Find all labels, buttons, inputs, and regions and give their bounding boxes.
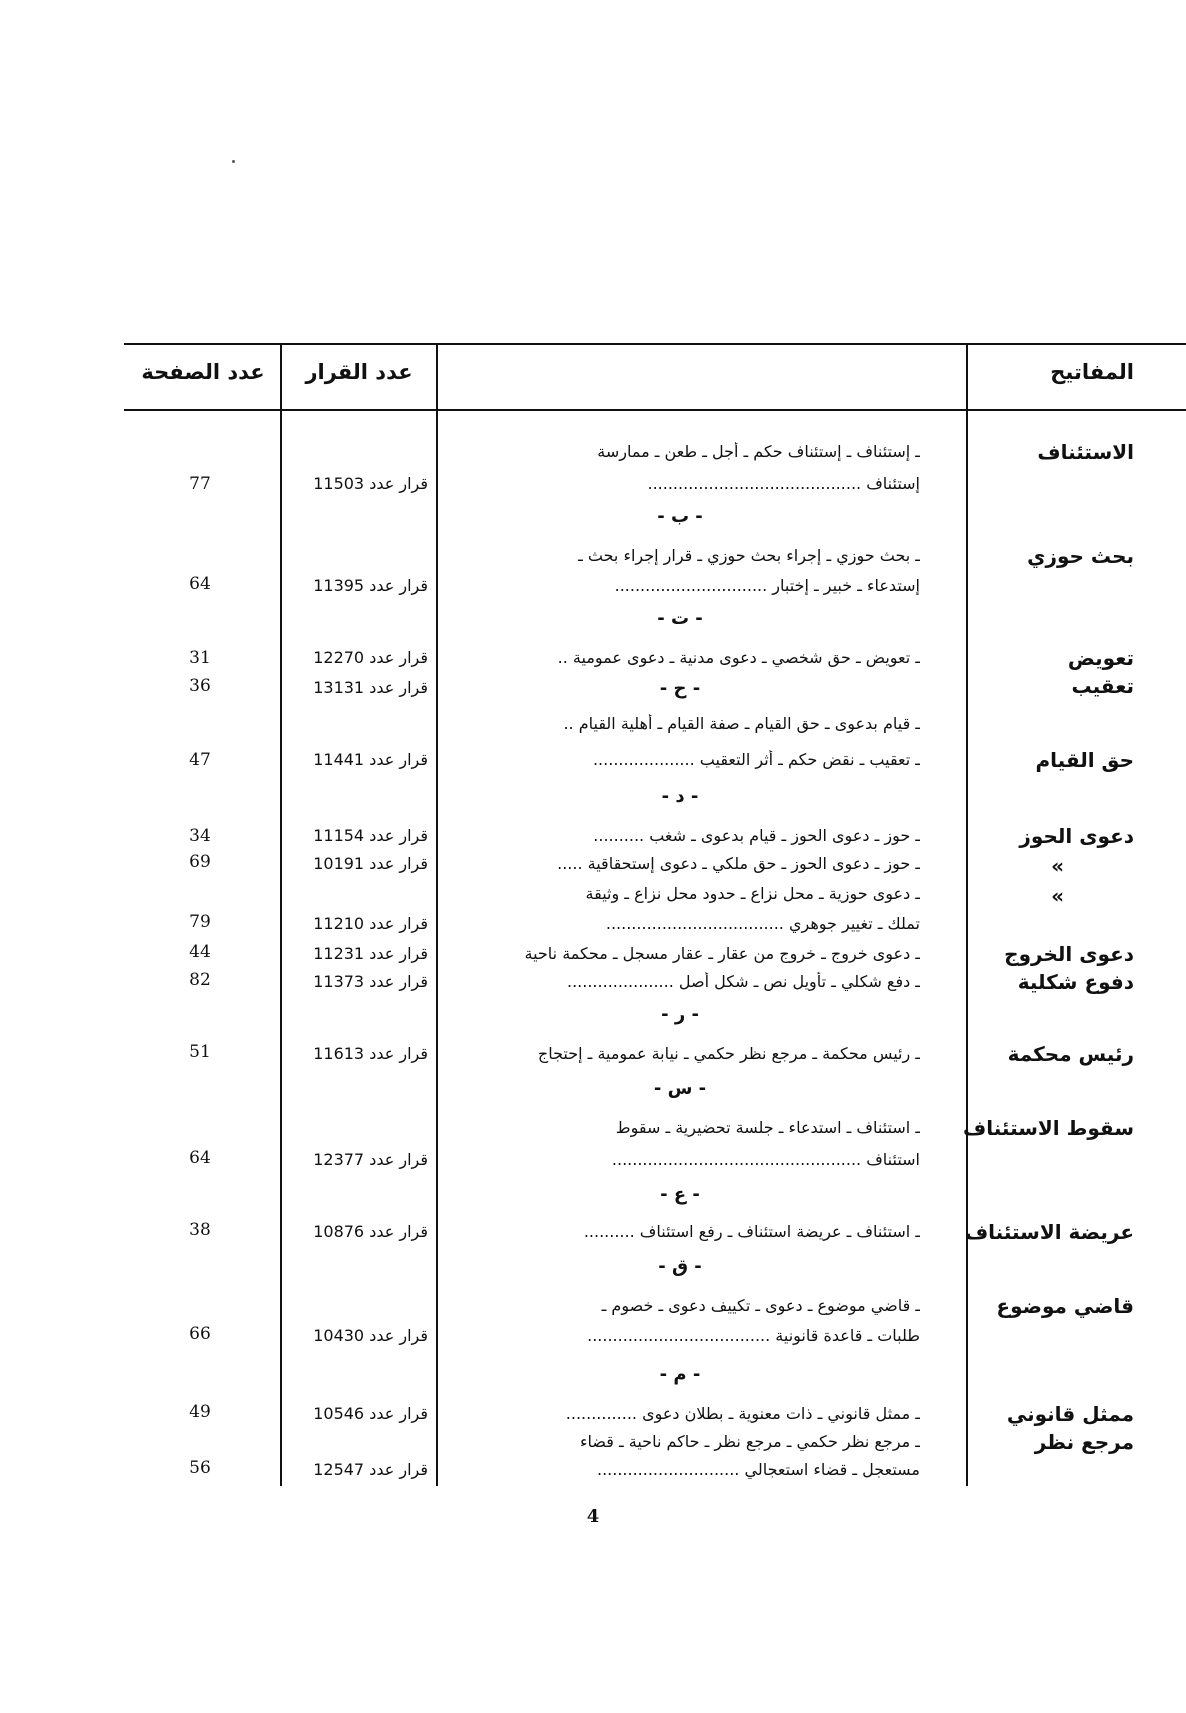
description-line: ـ حوز ـ دعوى الحوز ـ قيام بدعوى ـ شغب .......... xyxy=(593,826,920,845)
section-letter: - ت - xyxy=(657,608,703,629)
page-ref: 38 xyxy=(189,1220,211,1240)
ditto-mark: » xyxy=(1051,854,1064,878)
keyword: رئيس محكمة xyxy=(1007,1042,1134,1066)
page-ref: 82 xyxy=(189,970,211,990)
decision-ref: قرار عدد 11613 xyxy=(313,1044,428,1063)
keyword: سقوط الاستئناف xyxy=(963,1116,1134,1140)
page-ref: 77 xyxy=(189,474,211,494)
decision-ref: قرار عدد 11395 xyxy=(313,576,428,595)
header-bottom-border xyxy=(124,409,1186,411)
keyword: تعويض xyxy=(1067,646,1134,670)
page-number: 4 xyxy=(586,1506,600,1527)
description-line: ـ قيام بدعوى ـ حق القيام ـ صفة القيام ـ أهلية القيام .. xyxy=(563,714,920,733)
section-letter: - م - xyxy=(659,1364,701,1385)
column-divider-page xyxy=(280,343,282,1486)
keyword: ممثل قانوني xyxy=(1006,1402,1134,1426)
description-line: ـ استئناف ـ استدعاء ـ جلسة تحضيرية ـ سقوط xyxy=(615,1118,920,1137)
column-divider-keywords xyxy=(966,343,968,1486)
decision-ref: قرار عدد 10876 xyxy=(313,1222,428,1241)
page-ref: 56 xyxy=(189,1458,211,1478)
description-line: طلبات ـ قاعدة قانونية .................................... xyxy=(587,1326,920,1345)
page-ref: 64 xyxy=(189,574,211,594)
description-line: ـ مرجع نظر حكمي ـ مرجع نظر ـ حاكم ناحية ـ قضاء xyxy=(579,1432,920,1451)
decision-ref: قرار عدد 13131 xyxy=(313,678,428,697)
header-page-number: عدد الصفحة xyxy=(141,360,265,384)
decision-ref: قرار عدد 11154 xyxy=(313,826,428,845)
decision-ref: قرار عدد 11441 xyxy=(313,750,428,769)
page-ref: 66 xyxy=(189,1324,211,1344)
section-letter: - س - xyxy=(653,1078,707,1099)
page-ref: 69 xyxy=(189,852,211,872)
keyword: قاضي موضوع xyxy=(996,1294,1134,1318)
description-line: تملك ـ تغيير جوهري ................................... xyxy=(605,914,920,933)
section-letter: - ع - xyxy=(660,1184,700,1205)
description-line: ـ بحث حوزي ـ إجراء بحث حوزي ـ قرار إجراء بحث ـ xyxy=(578,546,920,565)
keyword: الاستئناف xyxy=(1037,440,1134,464)
page-ref: 79 xyxy=(189,912,211,932)
keyword: عريضة الاستئناف xyxy=(964,1220,1134,1244)
description-line: ـ استئناف ـ عريضة استئناف ـ رفع استئناف .......... xyxy=(583,1222,920,1241)
table-top-border xyxy=(124,343,1186,345)
description-line: إستئناف .......................................... xyxy=(647,474,920,493)
description-line: ـ إستئناف ـ إستئناف حكم ـ أجل ـ طعن ـ ممارسة xyxy=(597,442,920,461)
page-ref: 36 xyxy=(189,676,211,696)
description-line: ـ دعوى حوزية ـ محل نزاع ـ حدود محل نزاع ـ وثيقة xyxy=(585,884,920,903)
page-ref: 64 xyxy=(189,1148,211,1168)
section-letter: - د - xyxy=(661,786,699,807)
header-keywords: المفاتيح xyxy=(1050,360,1134,384)
ditto-mark: » xyxy=(1051,884,1064,908)
decision-ref: قرار عدد 11503 xyxy=(313,474,428,493)
description-line: ـ دعوى خروج ـ خروج من عقار ـ عقار مسجل ـ محكمة ناحية xyxy=(524,944,920,963)
decision-ref: قرار عدد 11210 xyxy=(313,914,428,933)
description-line: ـ تعقيب ـ نقض حكم ـ أثر التعقيب .................... xyxy=(592,750,920,769)
page-ref: 44 xyxy=(189,942,211,962)
description-line: ـ قاضي موضوع ـ دعوى ـ تكييف دعوى ـ خصوم ـ xyxy=(601,1296,920,1315)
description-line: استئناف ................................................. xyxy=(611,1150,920,1169)
decision-ref: قرار عدد 10430 xyxy=(313,1326,428,1345)
header-decision-number: عدد القرار xyxy=(305,360,413,384)
description-line: ـ تعويض ـ حق شخصي ـ دعوى مدنية ـ دعوى عمومية .. xyxy=(557,648,920,667)
decision-ref: قرار عدد 12270 xyxy=(313,648,428,667)
page-ref: 34 xyxy=(189,826,211,846)
keyword: حق القيام xyxy=(1035,748,1134,772)
keyword: مرجع نظر xyxy=(1034,1430,1134,1454)
description-line: ـ حوز ـ دعوى الحوز ـ حق ملكي ـ دعوى إستحقاقية ..... xyxy=(557,854,920,873)
decision-ref: قرار عدد 12377 xyxy=(313,1150,428,1169)
description-line: مستعجل ـ قضاء استعجالي ............................ xyxy=(596,1460,920,1479)
decision-ref: قرار عدد 11373 xyxy=(313,972,428,991)
page-ref: 31 xyxy=(189,648,211,668)
scan-speck xyxy=(232,160,235,163)
column-divider-decision xyxy=(436,343,438,1486)
description-line: ـ رئيس محكمة ـ مرجع نظر حكمي ـ نيابة عمومية ـ إحتجاج xyxy=(537,1044,920,1063)
decision-ref: قرار عدد 12547 xyxy=(313,1460,428,1479)
page-ref: 47 xyxy=(189,750,211,770)
decision-ref: قرار عدد 11231 xyxy=(313,944,428,963)
keyword: بحث حوزي xyxy=(1027,544,1134,568)
description-line: ـ دفع شكلي ـ تأويل نص ـ شكل أصل ..................... xyxy=(567,972,920,991)
description-line: إستدعاء ـ خبير ـ إختبار .............................. xyxy=(614,576,920,595)
section-letter: - ب - xyxy=(657,506,703,527)
description-line: ـ ممثل قانوني ـ ذات معنوية ـ بطلان دعوى .............. xyxy=(565,1404,920,1423)
keyword: دعوى الخروج xyxy=(1004,942,1134,966)
section-letter: - ق - xyxy=(658,1256,702,1277)
page-ref: 49 xyxy=(189,1402,211,1422)
decision-ref: قرار عدد 10546 xyxy=(313,1404,428,1423)
page-ref: 51 xyxy=(189,1042,211,1062)
keyword: دفوع شكلية xyxy=(1017,970,1134,994)
decision-ref: قرار عدد 10191 xyxy=(313,854,428,873)
keyword: تعقيب xyxy=(1071,674,1134,698)
section-letter: - ح - xyxy=(659,678,701,699)
keyword: دعوى الحوز xyxy=(1019,824,1134,848)
section-letter: - ر - xyxy=(661,1004,699,1025)
